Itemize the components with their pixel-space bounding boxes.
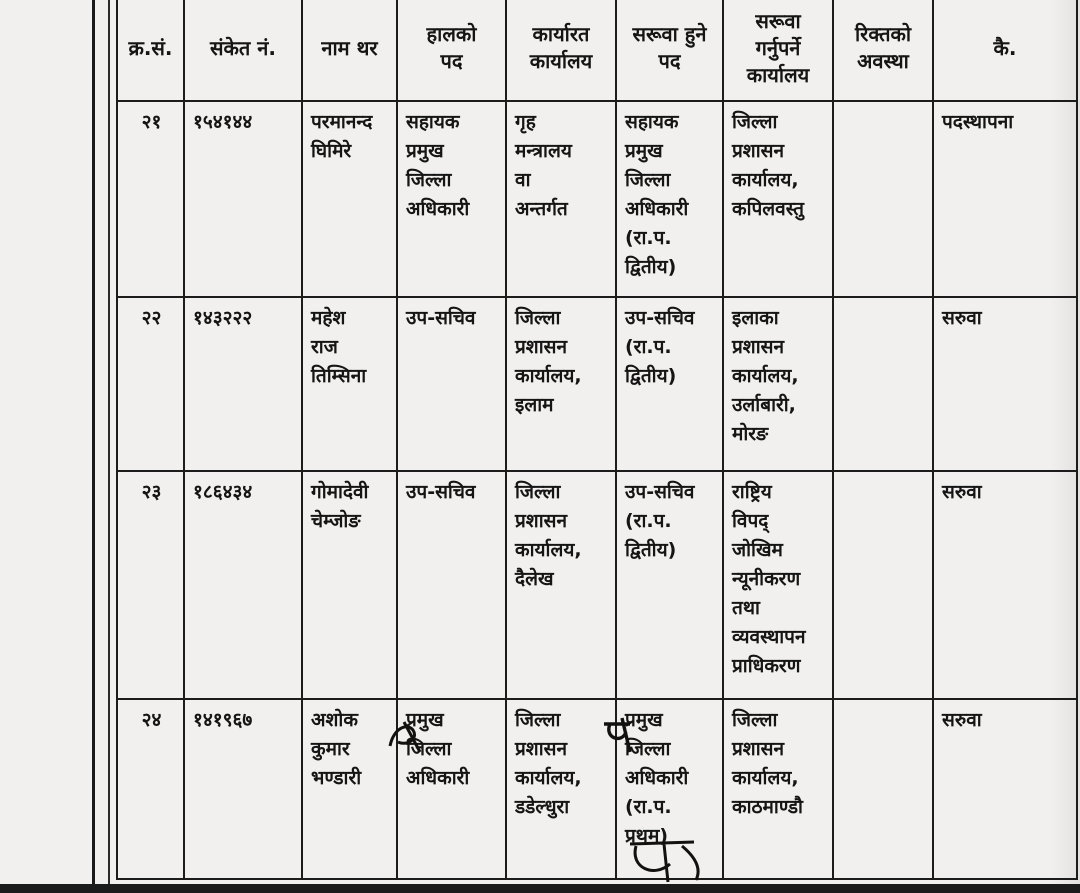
cell-current-office: जिल्ला प्रशासन कार्यालय, दैलेख (506, 471, 616, 699)
cell-vacancy (833, 101, 933, 297)
cell-transfer-office: जिल्ला प्रशासन कार्यालय, काठमाण्डौ (723, 699, 833, 879)
cell-serial: २२ (117, 297, 184, 471)
cell-serial: २१ (117, 101, 184, 297)
header-current-office: कार्यारत कार्यालय (506, 0, 616, 101)
cell-vacancy (833, 471, 933, 699)
cell-current-office: जिल्ला प्रशासन कार्यालय, डडेल्धुरा (506, 699, 616, 879)
cell-name: गोमादेवी चेम्जोङ (302, 471, 397, 699)
header-code: संकेत नं. (184, 0, 302, 101)
cell-name: अशोक कुमार भण्डारी (302, 699, 397, 879)
scan-bottom-edge (0, 884, 1080, 893)
cell-current-post: उप-सचिव (397, 297, 506, 471)
cell-transfer-post: प्रमुख जिल्ला अधिकारी (रा.प. प्रथम) (616, 699, 723, 879)
header-transfer-post: सरूवा हुने पद (616, 0, 723, 101)
cell-code: १४३२२२ (184, 297, 302, 471)
table-header-row (117, 0, 1077, 101)
cell-current-post: उप-सचिव (397, 471, 506, 699)
header-transfer-office: सरूवा गर्नुपर्ने कार्यालय (723, 0, 833, 101)
cell-remarks: सरुवा (933, 699, 1077, 879)
cell-vacancy (833, 699, 933, 879)
cell-transfer-office: राष्ट्रिय विपद् जोखिम न्यूनीकरण तथा व्यवस्थापन प्राधिकरण (723, 471, 833, 699)
cell-vacancy (833, 297, 933, 471)
header-current-post: हालको पद (397, 0, 506, 101)
header-serial: क्र.सं. (117, 0, 184, 101)
cell-code: १५४१४४ (184, 101, 302, 297)
cell-current-office: जिल्ला प्रशासन कार्यालय, इलाम (506, 297, 616, 471)
cell-current-post: सहायक प्रमुख जिल्ला अधिकारी (397, 101, 506, 297)
header-name: नाम थर (302, 0, 397, 101)
cell-transfer-office: इलाका प्रशासन कार्यालय, उर्लाबारी, मोरङ (723, 297, 833, 471)
header-vacancy: रिक्तको अवस्था (833, 0, 933, 101)
cell-remarks: सरुवा (933, 297, 1077, 471)
table-row (117, 471, 1077, 699)
cell-code: १४१९६७ (184, 699, 302, 879)
cell-remarks: पदस्थापना (933, 101, 1077, 297)
cell-serial: २३ (117, 471, 184, 699)
table-row (117, 101, 1077, 297)
cell-current-office: गृह मन्त्रालय वा अन्तर्गत (506, 101, 616, 297)
cell-remarks: सरुवा (933, 471, 1077, 699)
table-row (117, 699, 1077, 879)
cell-name: महेश राज तिम्सिना (302, 297, 397, 471)
margin-rule-inner (108, 0, 110, 893)
cell-transfer-post: उप-सचिव (रा.प. द्वितीय) (616, 471, 723, 699)
header-remarks: कै. (933, 0, 1077, 101)
table-row (117, 297, 1077, 471)
cell-code: १८६४३४ (184, 471, 302, 699)
cell-transfer-post: उप-सचिव (रा.प. द्वितीय) (616, 297, 723, 471)
cell-transfer-post: सहायक प्रमुख जिल्ला अधिकारी (रा.प. द्वितीय) (616, 101, 723, 297)
transfer-table (116, 0, 1078, 880)
cell-serial: २४ (117, 699, 184, 879)
cell-transfer-office: जिल्ला प्रशासन कार्यालय, कपिलवस्तु (723, 101, 833, 297)
cell-name: परमानन्द घिमिरे (302, 101, 397, 297)
margin-rule (92, 0, 95, 893)
cell-current-post: प्रमुख जिल्ला अधिकारी (397, 699, 506, 879)
